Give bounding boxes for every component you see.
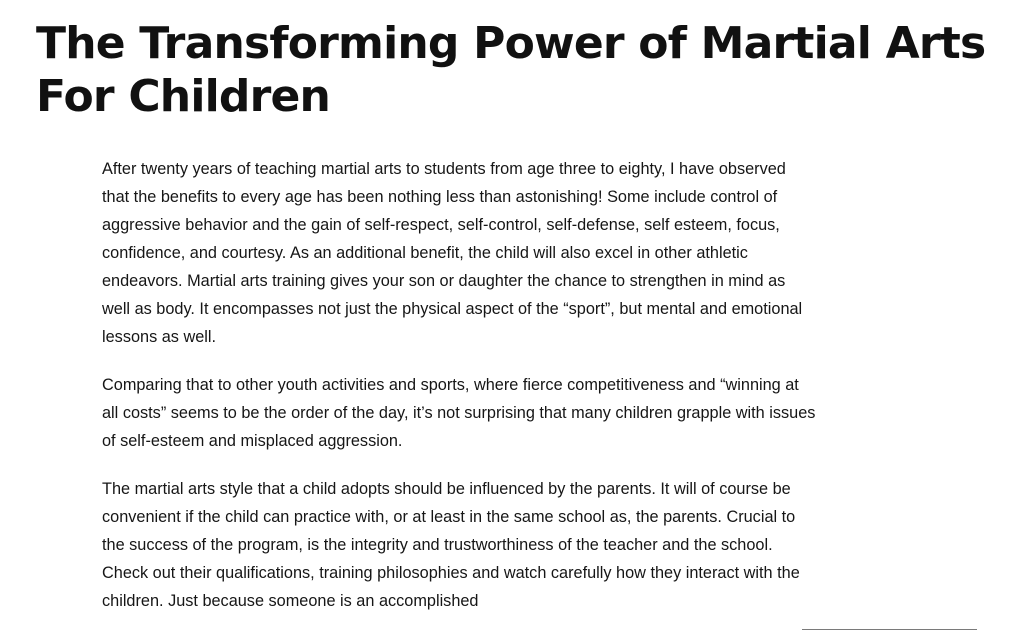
article-paragraph-1: After twenty years of teaching martial arts to students from age three to eighty, I have observed that the benefits to every age has been nothing less than astonishing! Some include control of aggressive behavior and the gain of self-respect, self-control, self-defense, self esteem, focus, confidence, and courtesy. As an additional benefit, the child will also excel in other athletic endeavors. Martial arts training gives your son or daughter the chance to strengthen in mind as well as body. It encompasses not just the physical aspect of the “sport”, but mental and emotional lessons as well. — [102, 160, 803, 346]
article-paragraph-3: The martial arts style that a child adopts should be influenced by the parents. It will of course be convenient if the child can practice with, or at least in the same school as, the parents. Crucial to the success of the program, is the integrity and trustworthiness of the teacher and the school. Check out their qualifications, training philosophies and watch carefully how they interact with the children. Just because someone is an accomplished — [102, 480, 800, 610]
article-body — [102, 155, 817, 635]
article-paragraph-2: Comparing that to other youth activities and sports, where fierce competitiveness and “winning at all costs” seems to be the order of the day, it’s not surprising that many children grapple with issues of self-esteem and misplaced aggression. — [102, 376, 816, 450]
article-title: The Transforming Power of Martial Arts For Children — [36, 18, 986, 122]
